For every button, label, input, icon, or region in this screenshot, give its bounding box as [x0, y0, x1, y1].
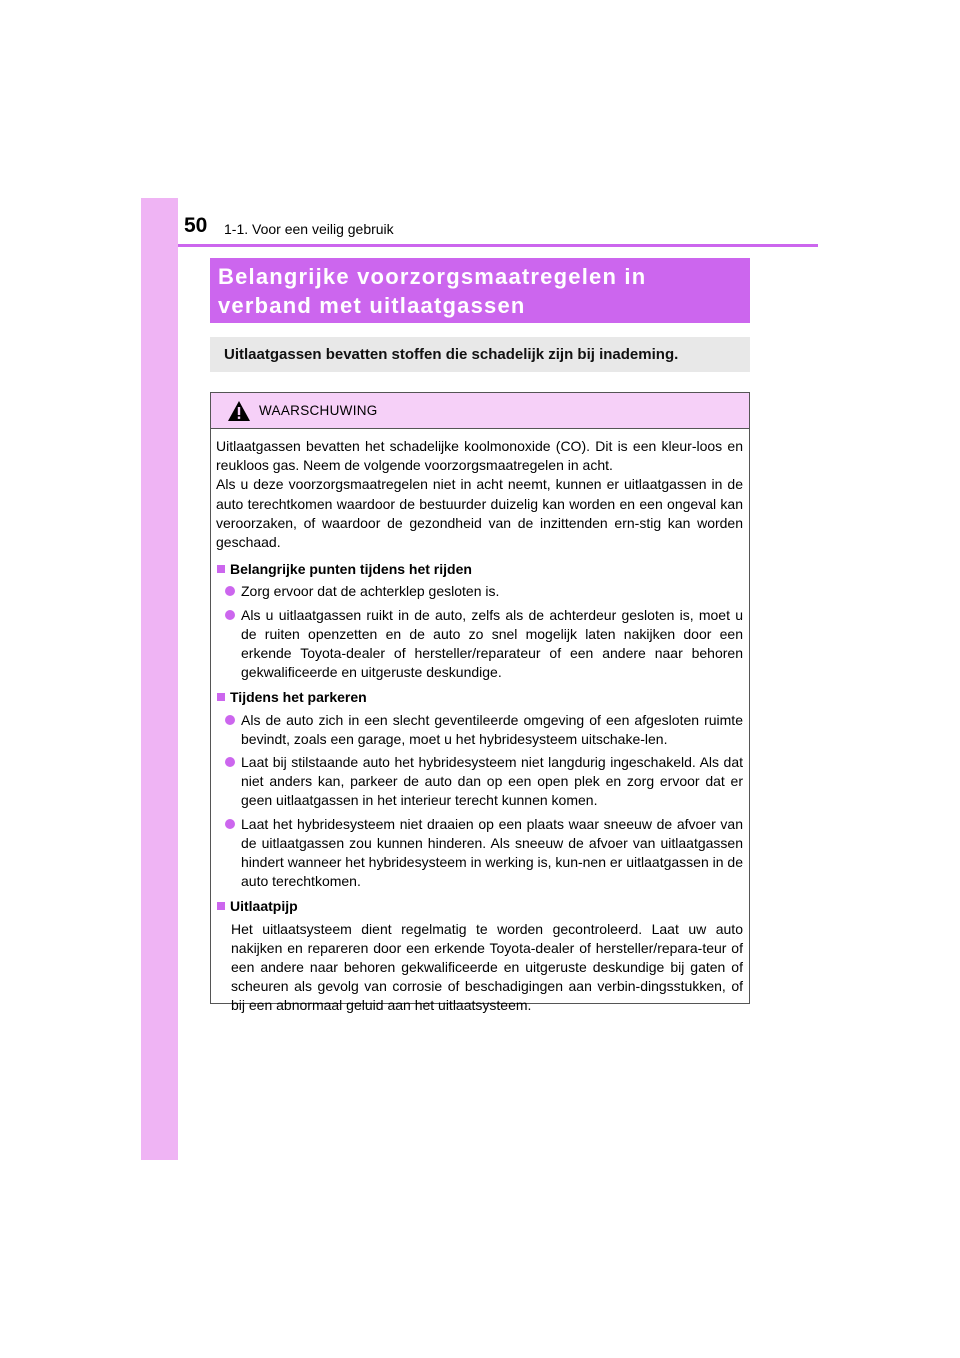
page-number: 50: [184, 214, 208, 237]
round-bullet-icon: [225, 586, 235, 596]
header-rule: [178, 244, 818, 247]
warning-intro-1: Uitlaatgassen bevatten het schadelijke koolmonoxide (CO). Dit is een kleur-loos en reukloos gas. Neem de volgende voorzorgsmaatregelen in acht.: [216, 438, 743, 474]
section-heading-text: Belangrijke punten tijdens het rijden: [230, 561, 472, 578]
page-title-line-2: verband met uitlaatgassen: [218, 293, 526, 318]
section-heading-text: Tijdens het parkeren: [230, 689, 367, 706]
list-item-text: Als de auto zich in een slecht geventileerde omgeving of een afgesloten ruimte bevindt, zoals een garage, moet u het hybridesysteem uitschake-len.: [241, 711, 743, 747]
list-item: [225, 753, 743, 811]
page-title-line-1: Belangrijke voorzorgsmaatregelen in: [218, 264, 647, 289]
section-heading: [216, 688, 743, 707]
list-item-text: Laat bij stilstaande auto het hybridesysteem niet langdurig ingeschakeld. Als dat niet anders kan, parkeer de auto dan op een open plek en zorg ervoor dat er geen uitlaatgassen in het interieur terecht kunnen komen.: [241, 754, 743, 809]
side-tab-strip: [141, 198, 178, 1160]
warning-box: [210, 392, 750, 1014]
warning-label: WAARSCHUWING: [259, 403, 378, 418]
summary-box: [210, 337, 750, 372]
section-label: 1-1. Voor een veilig gebruik: [224, 221, 394, 237]
list-item: [225, 606, 743, 683]
section-parking: [216, 688, 743, 891]
list-item-text: Laat het hybridesysteem niet draaien op een plaats waar sneeuw de afvoer van de uitlaatgassen zou kunnen hinderen. Als sneeuw de afvoer van uitlaatgassen hindert wanneer het hybridesysteem in werking is, kun-nen er uitlaatgassen in de auto terechtkomen.: [241, 815, 743, 890]
section-heading-text: Uitlaatpijp: [230, 898, 298, 915]
warning-body: [211, 429, 749, 1016]
section-paragraph: Het uitlaatsysteem dient regelmatig te worden gecontroleerd. Laat uw auto nakijken en repareren door een erkende Toyota-dealer of hersteller/repara-teur of een andere naar behoren gekwalificeerde en uitgeruste deskundige bij gaten of scheuren als gevolg van corrosie of beschadigingen aan verbin-dingsstukken, of bij een abnormaal geluid aan het uitlaatsysteem.: [231, 920, 743, 1014]
warning-triangle-icon: [227, 400, 251, 422]
summary-text: Uitlaatgassen bevatten stoffen die schadelijk zijn bij inademing.: [224, 346, 679, 363]
round-bullet-icon: [225, 715, 235, 725]
round-bullet-icon: [225, 819, 235, 829]
list-item: [225, 711, 743, 749]
section-exhaust-pipe: [216, 897, 743, 1015]
square-bullet-icon: [217, 565, 225, 573]
section-driving: [216, 560, 743, 682]
list-item: [225, 582, 743, 601]
warning-intro-2: Als u deze voorzorgsmaatregelen niet in acht neemt, kunnen er uitlaatgassen in de auto terechtkomen waardoor de bestuurder duizelig kan worden en een ongeval kan veroorzaken, of waardoor de gezondheid van de inzittenden ern-stig kan worden geschaad.: [216, 476, 743, 551]
list-item-text: Zorg ervoor dat de achterklep gesloten is.: [241, 583, 500, 600]
section-heading: [216, 560, 743, 579]
round-bullet-icon: [225, 757, 235, 767]
title-banner: [210, 258, 750, 323]
list-item: [225, 815, 743, 892]
section-heading: [216, 897, 743, 916]
round-bullet-icon: [225, 610, 235, 620]
square-bullet-icon: [217, 902, 225, 910]
square-bullet-icon: [217, 693, 225, 701]
warning-header: [211, 393, 749, 429]
list-item-text: Als u uitlaatgassen ruikt in de auto, zelfs als de achterdeur gesloten is, moet u de ruiten openzetten en de auto zo snel mogelijk laten nakijken door een erkende Toyota-dealer of hersteller/reparateur of een andere naar behoren gekwalificeerde en uitgeruste deskundige.: [241, 606, 743, 681]
